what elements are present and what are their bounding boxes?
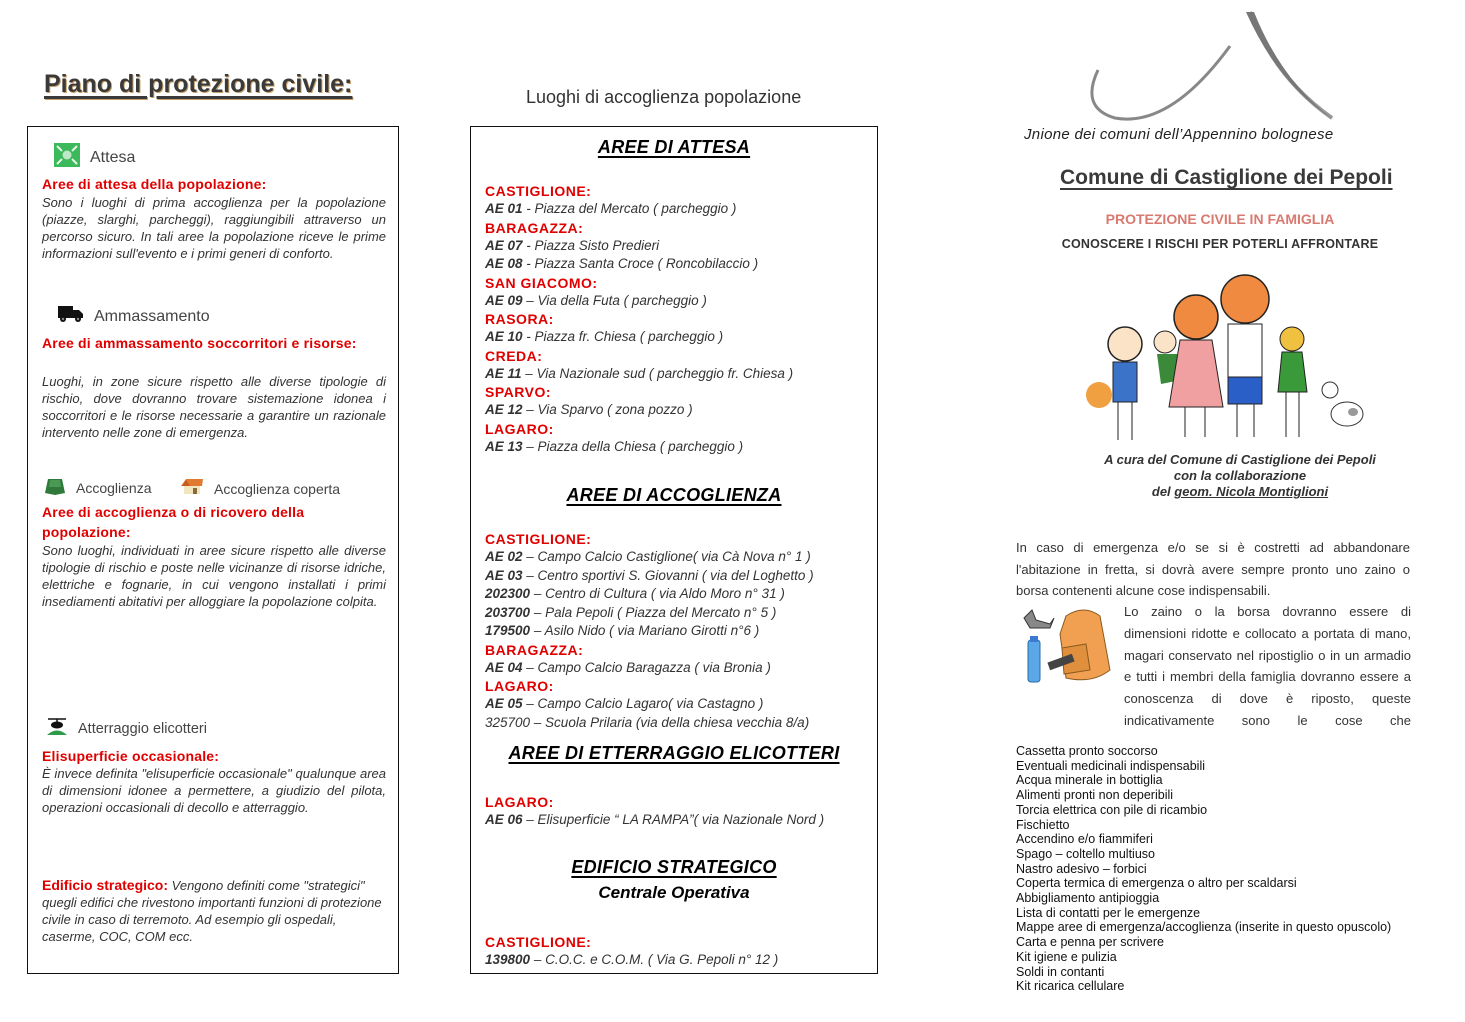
legend-accoglienza	[44, 477, 152, 498]
location-entry	[485, 548, 870, 567]
section-heading: Aree di ammassamento soccorritori e risorse:	[42, 335, 357, 351]
emergency-intro-text: In caso di emergenza e/o se si è costretti ad abbandonare l'abitazione in fretta, si dovrà avere sempre pronto uno zaino o borsa contenenti alcune cose indispensabili.	[1016, 540, 1410, 598]
location-description: - Piazza Sisto Predieri	[522, 237, 660, 253]
kit-item: Alimenti pronti non deperibili	[1016, 788, 1174, 803]
location-description: – Campo Calcio Castiglione( via Cà Nova n° 1 )	[522, 549, 811, 564]
kit-item: Coperta termica di emergenza o altro per scaldarsi	[1016, 876, 1297, 891]
town-label: CASTIGLIONE:	[485, 183, 592, 199]
locations-accoglienza	[485, 530, 870, 732]
credit-block	[1080, 452, 1400, 500]
kit-item: Cassetta pronto soccorso	[1016, 744, 1158, 758]
kit-item: Nastro adesivo – forbici	[1016, 861, 1147, 876]
section-description: Vengono definiti come "strategici" quegli edifici che rivestono importanti funzioni di protezione civile in caso di terremoto. Ad esempio gli ospedali, caserme, COC, COM ecc.	[42, 878, 382, 944]
location-code: 139800	[485, 952, 531, 967]
location-description: – Campo Calcio Baragazza ( via Bronia )	[522, 659, 771, 675]
locations-panel	[470, 126, 878, 974]
location-description: – Via Nazionale sud ( parcheggio fr. Chiesa )	[521, 365, 794, 381]
location-code: AE 10	[485, 329, 523, 344]
location-code: 179500	[485, 623, 531, 638]
location-description: – Asilo Nido ( via Mariano Girotti n°6 )	[530, 623, 760, 638]
kit-item: Kit ricarica cellulare	[1016, 979, 1125, 994]
section-title-edificio: EDIFICIO STRATEGICO	[571, 857, 777, 877]
page-title: Piano di protezione civile:	[44, 70, 353, 98]
section-heading: Aree di attesa della popolazione:	[42, 176, 267, 192]
section-description: È invece definita "elisuperficie occasionale" qualunque area di dimensioni idonee a permettere, a giudizio del pilota, operazioni occasionali di decollo e atterraggio.	[42, 766, 386, 815]
location-entry	[485, 255, 870, 274]
location-description: – Centro sportivi S. Giovanni ( via del Loghetto )	[522, 567, 814, 583]
truck-icon	[58, 305, 84, 328]
kit-item: Acqua minerale in bottiglia	[1016, 773, 1163, 788]
section-description: Sono luoghi, individuati in aree sicure rispetto alle diverse tipologie di rischio e poste nelle vicinanze di risorse idriche, elettriche e fognarie, in cui vengono installati i primi insediamenti abitativi per alloggiare la popolazione colpita.	[42, 543, 386, 609]
section-title-attesa: AREE DI ATTESA	[597, 137, 751, 157]
kit-item: Lista di contatti per le emergenze	[1016, 905, 1201, 920]
kit-item: Fischietto	[1016, 817, 1070, 832]
locations-title: Luoghi di accoglienza popolazione	[526, 87, 802, 107]
location-code: AE 01	[485, 201, 523, 216]
town-label: SAN GIACOMO:	[485, 274, 598, 291]
location-entry	[485, 365, 870, 384]
green-assembly-square-icon	[54, 143, 80, 172]
helicopter-icon	[46, 717, 68, 741]
location-code: 202300	[485, 586, 531, 601]
logo-text: Jnione dei comuni dell’Appennino bolognese	[1024, 126, 1334, 143]
location-entry	[485, 328, 870, 347]
legend-label: Attesa	[90, 148, 136, 166]
town-label: LAGARO:	[485, 420, 554, 437]
location-entry	[485, 714, 870, 733]
edificio-strategico-block	[42, 877, 386, 945]
town-label: CASTIGLIONE:	[485, 934, 592, 950]
location-entry	[485, 401, 870, 420]
section-subtitle-edificio: Centrale Operativa	[598, 883, 750, 902]
location-code: AE 04	[485, 659, 523, 675]
section-heading: Elisuperficie occasionale:	[42, 748, 220, 764]
section-description: Luoghi, in zone sicure rispetto alle diverse tipologie di rischio, dove dovranno trovare sistemazione idonea i soccorritori e le risorse necessarie a garantire un razionale intervento nelle zone di emergenza.	[42, 374, 386, 440]
bag-instructions-text: Lo zaino o la borsa dovranno essere di dimensioni ridotte e collocato a portata di mano, magari conservato nel ripostiglio o in un armadio e tutti i membri della famiglia dovranno essere a conoscenza di dove è riposto, queste indicativamente sono le cose che	[1124, 604, 1411, 728]
town-label: BARAGAZZA:	[485, 219, 584, 236]
comune-title: Comune di Castiglione dei Pepoli	[1060, 166, 1393, 189]
section-description: Sono i luoghi di prima accoglienza per la popolazione (piazze, slarghi, parcheggi), raggiungibili attraverso un percorso sicuro. In tali aree la popolazione riceve le prime informazioni sull'evento e i primi generi di conforto.	[42, 195, 386, 261]
location-code: AE 08	[485, 256, 523, 271]
locations-attesa	[485, 182, 870, 456]
credit-prefix: del	[1151, 484, 1175, 499]
location-description: – Campo Calcio Lagaro( via Castagno )	[522, 696, 764, 711]
location-description: – Piazza della Chiesa ( parcheggio )	[522, 438, 744, 454]
town-label: LAGARO:	[485, 794, 554, 810]
kit-item: Torcia elettrica con pile di ricambio	[1016, 802, 1208, 817]
kit-item: Eventuali medicinali indispensabili	[1016, 758, 1205, 773]
location-description: - Piazza fr. Chiesa ( parcheggio )	[522, 329, 724, 344]
location-entry	[485, 951, 870, 970]
family-drawing-illustration	[1085, 262, 1370, 447]
emergency-kit-list	[1016, 744, 1391, 994]
kit-item: Abbigliamento antipioggia	[1016, 891, 1160, 906]
location-entry	[485, 200, 870, 219]
credit-line: A cura del Comune di Castiglione dei Pepoli	[1104, 452, 1376, 467]
legend-panel	[27, 126, 399, 974]
location-code: AE 07	[485, 237, 523, 253]
location-code: AE 05	[485, 696, 523, 711]
location-entry	[485, 292, 870, 311]
location-entry	[485, 659, 870, 678]
credit-line: con la collaborazione	[1173, 468, 1307, 483]
location-code: AE 09	[485, 292, 523, 308]
town-label: BARAGAZZA:	[485, 641, 584, 658]
location-code: AE 06	[485, 812, 523, 827]
location-code: AE 13	[485, 438, 523, 454]
credit-author: geom. Nicola Montiglioni	[1174, 484, 1329, 499]
location-description: – Pala Pepoli ( Piazza del Mercato n° 5 )	[530, 604, 777, 620]
location-entry	[485, 438, 870, 457]
legend-label: Accoglienza coperta	[214, 480, 341, 497]
section-title-accoglienza: AREE DI ACCOGLIENZA	[566, 485, 782, 505]
location-description: – Centro di Cultura ( via Aldo Moro n° 31 )	[530, 586, 785, 601]
kit-item: Spago – coltello multiuso	[1016, 846, 1155, 861]
location-description: - Piazza del Mercato ( parcheggio )	[522, 201, 737, 216]
locations-elicotteri	[485, 793, 870, 830]
credit-line	[1080, 484, 1400, 500]
location-code: AE 03	[485, 567, 523, 583]
town-label: RASORA:	[485, 311, 554, 327]
town-label: SPARVO:	[485, 384, 551, 400]
legend-label: Atterraggio elicotteri	[78, 721, 207, 737]
conoscere-heading: CONOSCERE I RISCHI PER POTERLI AFFRONTARE	[1061, 237, 1379, 251]
protezione-famiglia-heading: PROTEZIONE CIVILE IN FAMIGLIA	[1105, 211, 1335, 227]
location-description: – Elisuperficie “ LA RAMPA”( via Nazionale Nord )	[522, 812, 825, 827]
location-entry	[485, 567, 870, 586]
legend-atterraggio	[46, 717, 207, 741]
location-description: 325700 – Scuola Prilaria (via della chiesa vecchia 8/a)	[485, 714, 810, 730]
house-roof-icon	[180, 477, 204, 500]
location-code: AE 11	[485, 365, 522, 381]
location-entry	[485, 585, 870, 604]
location-code: AE 12	[485, 402, 523, 417]
location-description: - Piazza Santa Croce ( Roncobilaccio )	[522, 256, 759, 271]
kit-item: Carta e penna per scrivere	[1016, 935, 1164, 950]
legend-attesa	[54, 143, 135, 172]
location-entry	[485, 695, 870, 714]
green-tent-icon	[44, 477, 66, 498]
locations-edificio	[485, 933, 870, 970]
location-entry	[485, 604, 870, 623]
legend-accoglienza-coperta	[180, 477, 340, 500]
kit-item: Kit igiene e pulizia	[1016, 949, 1117, 964]
legend-label: Ammassamento	[94, 307, 210, 325]
kit-item: Accendino e/o fiammiferi	[1016, 832, 1153, 847]
section-title-elicotteri: AREE DI ETTERRAGGIO ELICOTTERI	[508, 743, 840, 763]
location-description: – Via Sparvo ( zona pozzo )	[522, 402, 693, 417]
location-description: – Via della Futa ( parcheggio )	[522, 292, 707, 308]
kit-item: Soldi in contanti	[1016, 964, 1105, 979]
location-code: 203700	[485, 604, 531, 620]
legend-ammassamento	[58, 305, 210, 328]
town-label: LAGARO:	[485, 678, 554, 694]
kit-item: Mappe aree di emergenza/accoglienza (inserite in questo opuscolo)	[1016, 920, 1392, 935]
section-heading: Edificio strategico:	[42, 877, 169, 893]
location-code: AE 02	[485, 549, 523, 564]
town-label: CREDA:	[485, 347, 543, 364]
location-entry	[485, 237, 870, 256]
location-entry	[485, 811, 870, 830]
section-heading: Aree di accoglienza o di ricovero della popolazione:	[42, 504, 305, 540]
location-entry	[485, 622, 870, 641]
location-description: – C.O.C. e C.O.M. ( Via G. Pepoli n° 12 )	[530, 952, 779, 967]
legend-label: Accoglienza	[76, 479, 152, 496]
backpack-illustration	[1014, 604, 1119, 686]
town-label: CASTIGLIONE:	[485, 531, 592, 547]
